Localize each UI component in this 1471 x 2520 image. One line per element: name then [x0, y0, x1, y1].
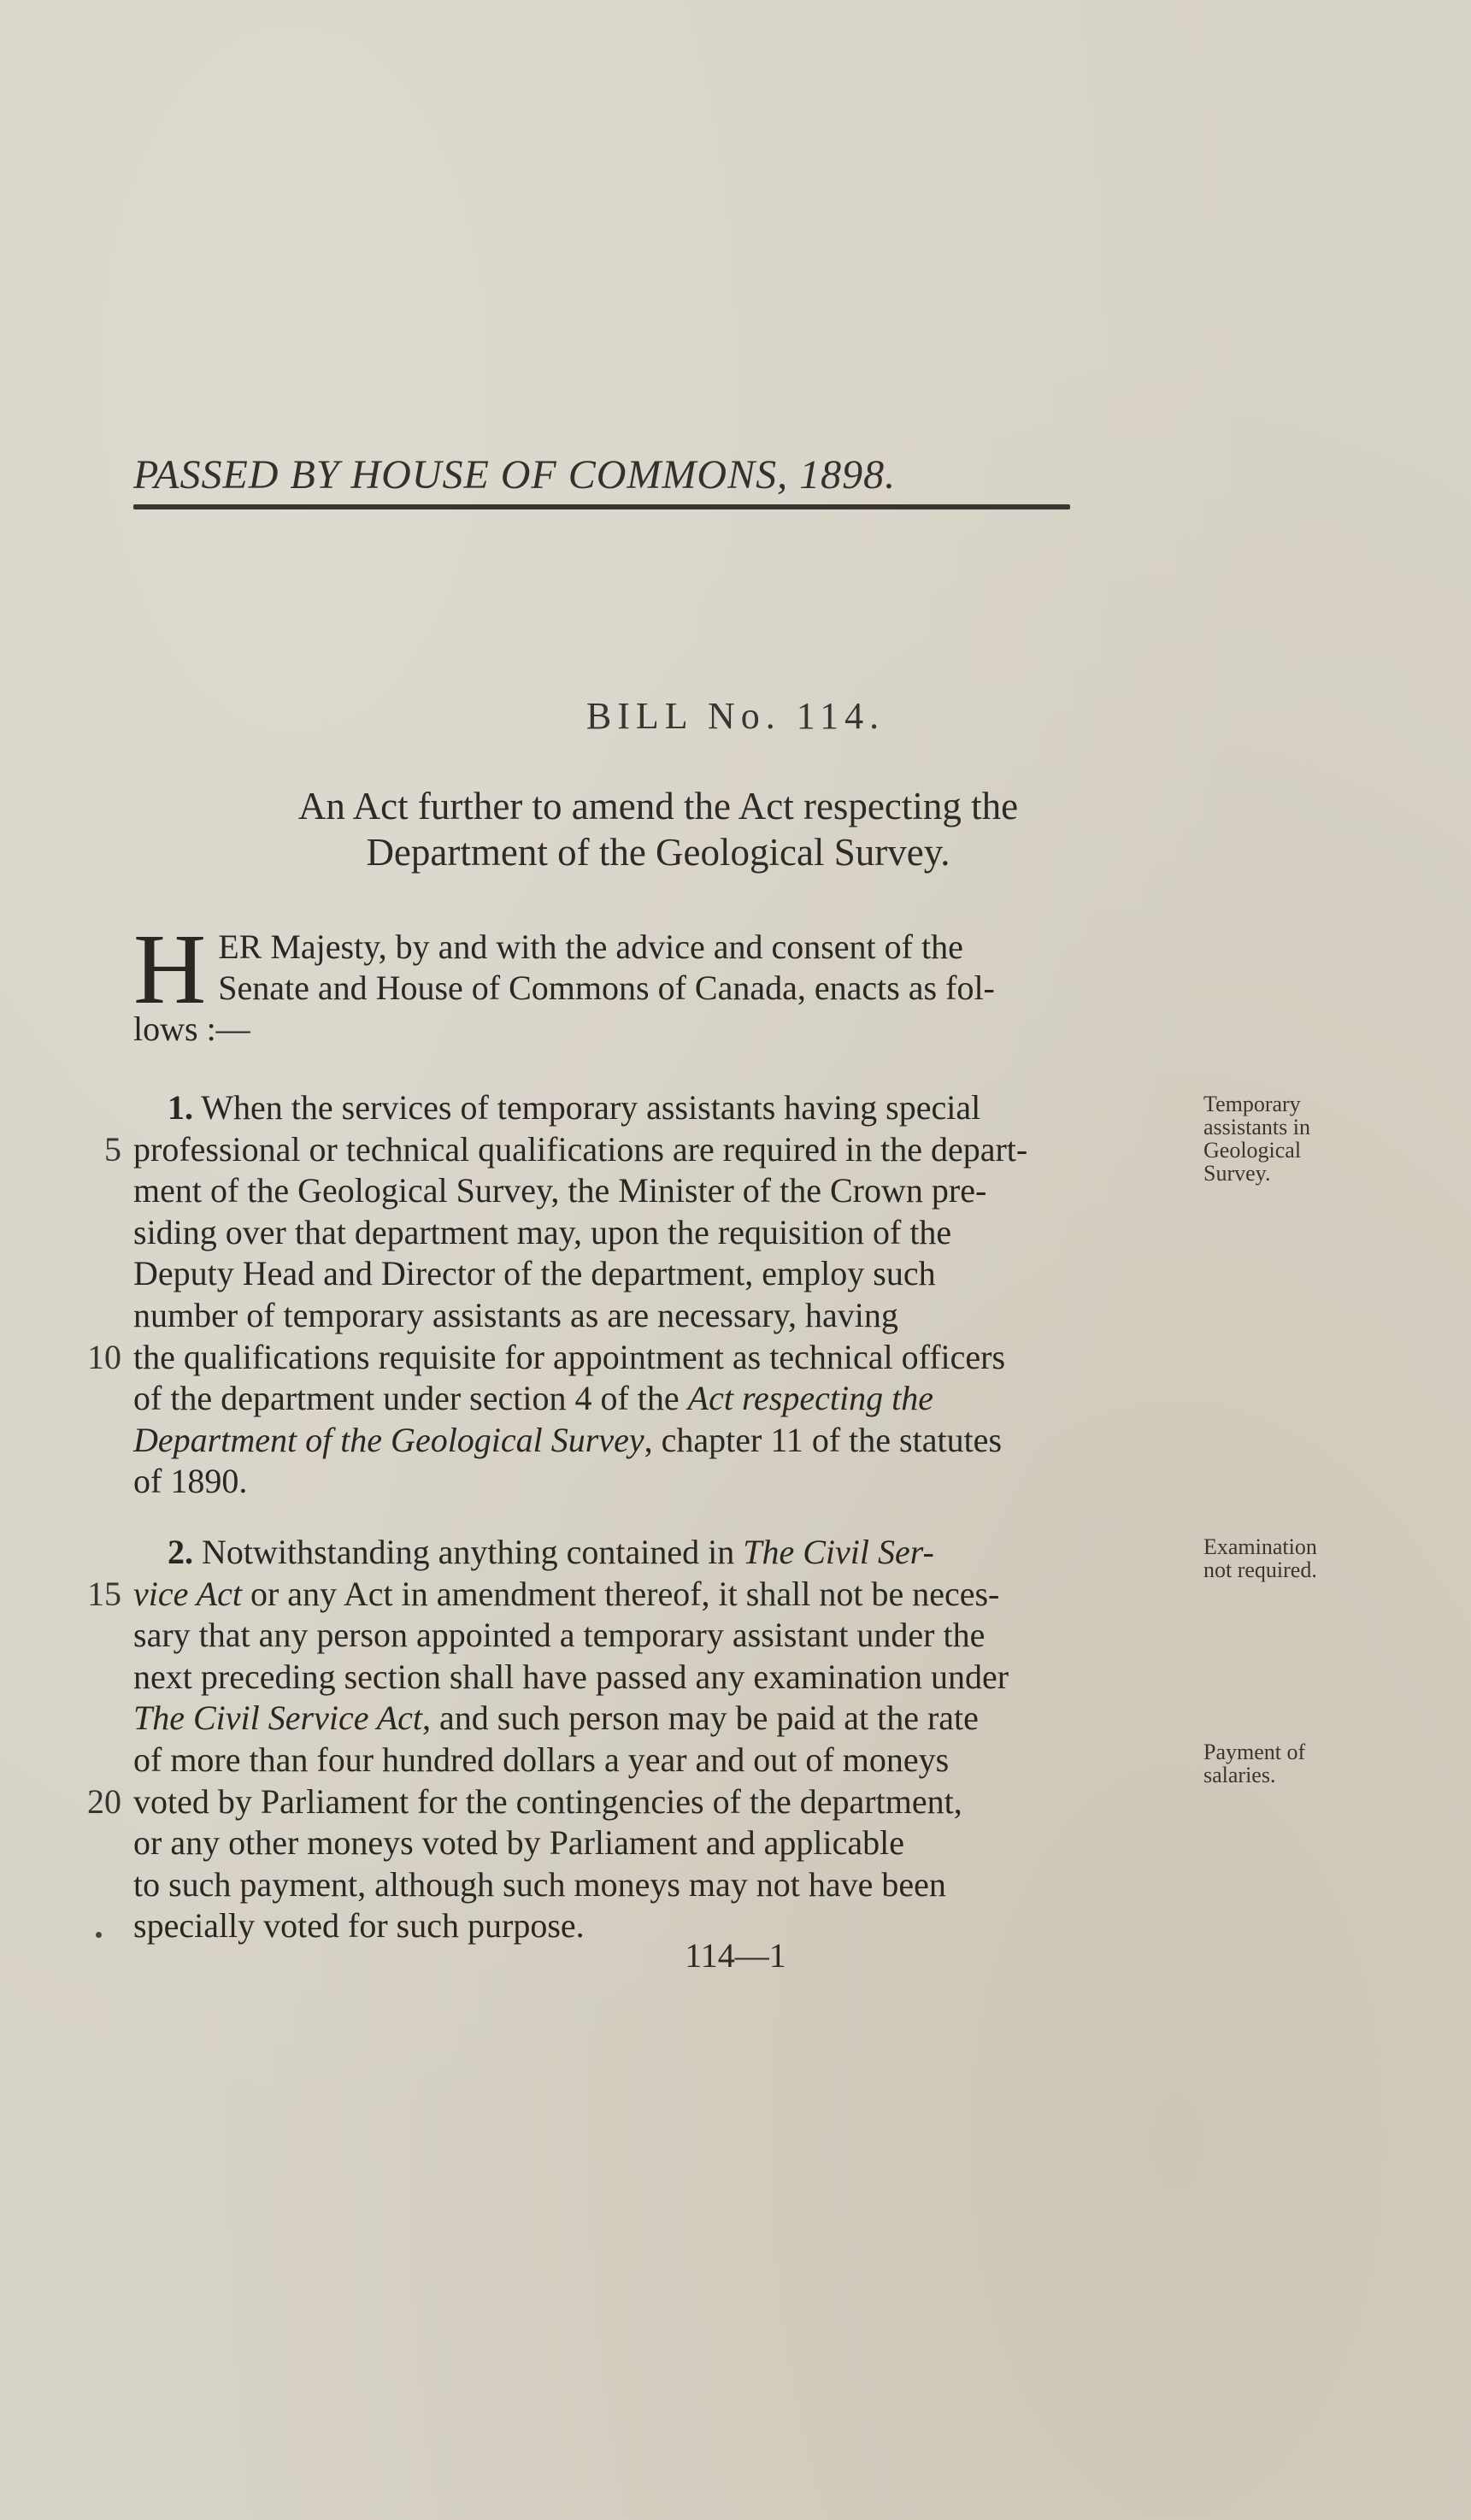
section-line: 1. When the services of temporary assistants having special [168, 1088, 981, 1127]
section-line: of more than four hundred dollars a year and out of moneys [133, 1740, 950, 1779]
section-line: next preceding section shall have passed any examination under [133, 1657, 1009, 1696]
line-number: 5 [104, 1129, 121, 1169]
section-line: of the department under section 4 of the Act respecting the [133, 1379, 933, 1418]
section-line: 20 voted by Parliament for the contingencies of the department, [133, 1781, 1202, 1823]
act-title [171, 783, 1145, 875]
section-line: number of temporary assistants as are necessary, having [133, 1295, 898, 1334]
line-number: 15 [87, 1574, 121, 1613]
section-number: 1. [168, 1088, 193, 1127]
drop-cap: H [133, 913, 207, 1025]
act-citation: vice Act [133, 1574, 242, 1613]
margin-note-temporary-assistants: Temporary assistants in Geological Survey. [1203, 1092, 1310, 1186]
section-line: ment of the Geological Survey, the Minister of the Crown pre- [133, 1171, 987, 1210]
act-citation: Act respecting the [687, 1379, 933, 1418]
section-line: or any other moneys voted by Parliament and applicable [133, 1823, 904, 1863]
act-citation: Department of the Geological Survey [133, 1420, 644, 1459]
section-line: specially voted for such purpose. [133, 1906, 585, 1946]
section-line: Deputy Head and Director of the department, employ such [133, 1254, 936, 1293]
preamble-line: lows :— [133, 1010, 250, 1048]
section-line: 2. Notwithstanding anything contained in The Civil Ser- [168, 1533, 934, 1571]
section-number: 2. [168, 1533, 193, 1571]
section-line: 10 the qualifications requisite for appointment as technical officers [133, 1337, 1202, 1379]
line-number: 10 [87, 1337, 121, 1376]
section-line: 15 vice Act or any Act in amendment thereof, it shall not be neces- [133, 1574, 1202, 1616]
section-line: sary that any person appointed a temporary assistant under the [133, 1616, 986, 1655]
preamble-line: ER Majesty, by and with the advice and consent of the [218, 927, 963, 966]
section-line: siding over that department may, upon the requisition of the [133, 1212, 952, 1251]
stamp-underline [133, 504, 1070, 509]
section-line: of 1890. [133, 1462, 248, 1501]
section-line: 5 professional or technical qualifications are required in the depart- [133, 1129, 1202, 1171]
bill-number: BILL No. 114. [585, 695, 886, 737]
margin-note-examination: Examination not required. [1203, 1534, 1317, 1582]
section-2 [87, 1532, 1202, 1947]
act-citation: The Civil Ser- [743, 1533, 934, 1571]
section-1 [87, 1087, 1202, 1503]
page-footer-number: 114—1 [685, 1936, 786, 1975]
title-line: An Act further to amend the Act respecting the [297, 785, 1019, 827]
title-line: Department of the Geological Survey. [366, 831, 950, 874]
preamble [133, 913, 1193, 1050]
margin-note-payment: Payment of salaries. [1203, 1740, 1306, 1787]
passed-stamp: PASSED BY HOUSE OF COMMONS, 1898. [133, 452, 897, 498]
section-line: The Civil Service Act, and such person may be paid at the rate [133, 1699, 979, 1738]
act-citation: The Civil Service Act [133, 1699, 423, 1738]
section-line: to such payment, although such moneys may not have been [133, 1864, 946, 1904]
preamble-line: Senate and House of Commons of Canada, enacts as fol- [218, 969, 995, 1007]
line-number: 20 [87, 1781, 121, 1821]
section-line: Department of the Geological Survey, chapter 11 of the statutes [133, 1420, 1003, 1459]
